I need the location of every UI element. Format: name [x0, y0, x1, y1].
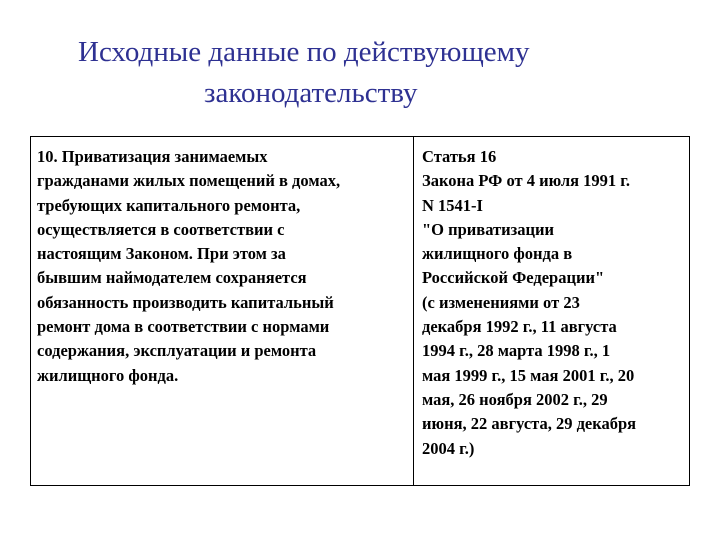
law-table	[30, 136, 690, 486]
source-text-line: декабря 1992 г., 11 августа	[422, 317, 617, 337]
provision-text-line: обязанность производить капитальный	[37, 292, 334, 312]
source-text-line: Российской Федерации"	[422, 268, 605, 288]
provision-text-line: требующих капитального ремонта,	[37, 195, 301, 215]
source-text-line: Закона РФ от 4 июля 1991 г.	[422, 171, 631, 191]
page-title	[0, 32, 720, 114]
provision-text-line: гражданами жилых помещений в домах,	[37, 171, 341, 191]
source-text-line: "О приватизации	[422, 219, 555, 239]
provision-text-line: 10. Приватизация занимаемых	[37, 147, 268, 166]
title-line-1: Исходные данные по действующему	[78, 36, 530, 68]
title-line-2: законодательству	[204, 77, 418, 109]
provision-text-line: бывшим наймодателем сохраняется	[37, 268, 307, 288]
provision-text-line: содержания, эксплуатации и ремонта	[37, 341, 317, 361]
source-text-line: июня, 22 августа, 29 декабря	[422, 414, 637, 434]
source-text-line: мая 1999 г., 15 мая 2001 г., 20	[422, 365, 635, 385]
provision-text-line: жилищного фонда.	[37, 365, 179, 385]
source-text-line: N 1541-I	[422, 195, 483, 215]
provision-text-line: настоящим Законом. При этом за	[37, 244, 286, 264]
source-text-line: (с изменениями от 23	[422, 292, 580, 312]
source-text-line: 1994 г., 28 марта 1998 г., 1	[422, 341, 611, 361]
provision-text-line: ремонт дома в соответствии с нормами	[37, 317, 330, 337]
table-cell-source	[414, 137, 689, 485]
source-text-line: мая, 26 ноября 2002 г., 29	[422, 389, 608, 409]
provision-text-line: осуществляется в соответствии с	[37, 219, 285, 239]
table-cell-provision	[31, 137, 414, 485]
source-text-line: Статья 16	[422, 147, 497, 166]
source-text-line: 2004 г.)	[422, 438, 475, 458]
source-text-line: жилищного фонда в	[422, 244, 573, 264]
